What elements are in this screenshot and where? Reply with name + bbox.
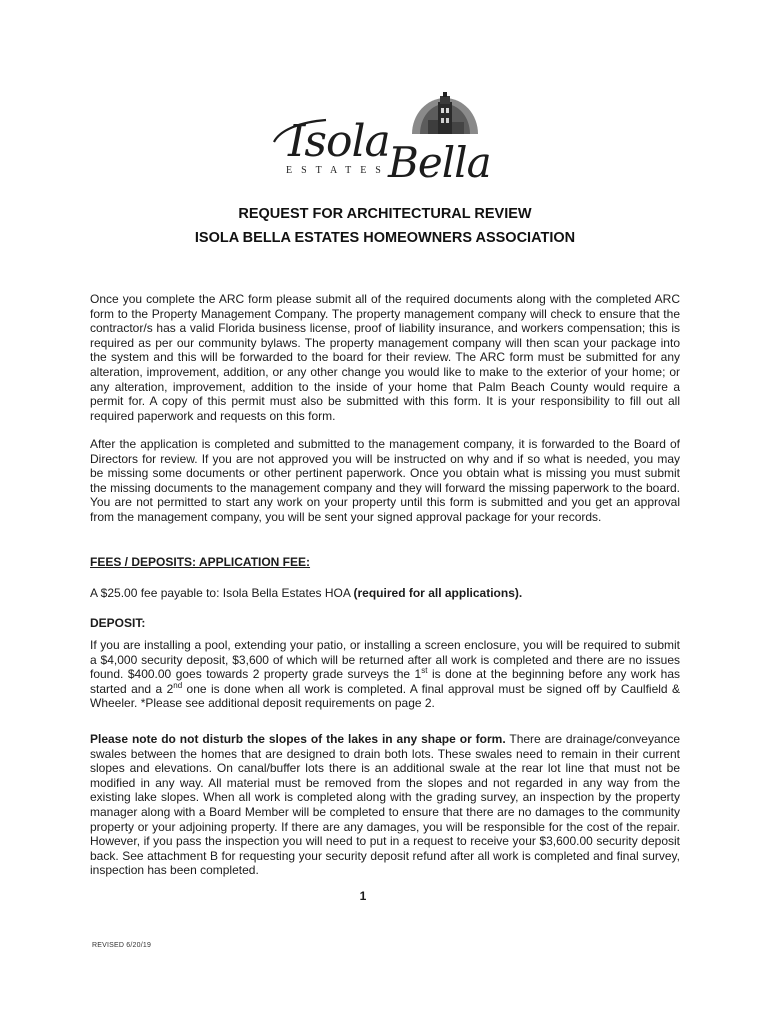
lake-slopes-paragraph xyxy=(90,732,680,878)
review-paragraph: After the application is completed and submitted to the management company, it is forwarded to the Board of Directors for review. If you are not approved you will be instructed on why and if so what is needed, you may be missing some documents or other pertinent paperwork. Once you obtain what is missing you must submit the missing documents to the management company and they will forward the missing paperwork to the board. You are not permitted to start any work on your property until this form is submitted and you get an approval from the management company, you will be sent your signed approval package for your records. xyxy=(90,437,680,524)
fee-text: A $25.00 fee payable to: Isola Bella Estates HOA xyxy=(90,586,354,600)
intro-paragraph: Once you complete the ARC form please submit all of the required documents along with the completed ARC form to the Property Management Company. The property management company will check to ensure that the contractor/s has a valid Florida business license, proof of liability insurance, and workers compensation; this is required as per our community bylaws. The property management company will then scan your package into the system and this will be forwarded to the board for their review. The ARC form must be submitted for any alteration, improvement, addition, or any other change you would like to make to the exterior of your home; or any alteration, improvement, addition to the inside of your home that Palm Beach County would require a permit for. A copy of this permit must also be submitted with this form. It is your responsibility to fill out all required paperwork and requests on this form. xyxy=(90,292,680,423)
deposit-text-a: If you are installing a pool, extending your patio, or installing a screen enclosure, you will be required to submit a $4,000 security deposit, $3,600 of which will be returned after all work is completed and there are no issues found. $400.00 goes towards 2 property grade surveys the 1 xyxy=(90,638,680,682)
revision-date: REVISED 6/20/19 xyxy=(92,942,152,949)
logo-estates: ESTATES xyxy=(286,165,390,176)
lighthouse-tower-icon xyxy=(410,92,480,134)
fee-required-note: (required for all applications). xyxy=(353,586,523,600)
page-number: 1 xyxy=(359,889,367,903)
fees-heading: FEES / DEPOSITS: APPLICATION FEE: xyxy=(90,555,311,569)
deposit-paragraph xyxy=(90,638,680,711)
logo-word-isola: Isola xyxy=(288,116,390,167)
isola-bella-logo xyxy=(270,92,500,188)
document-title: REQUEST FOR ARCHITECTURAL REVIEW xyxy=(238,206,532,222)
lake-slopes-text: There are drainage/conveyance swales between the homes that are designed to drain both lots. These swales need to remain in their current slopes and elevations. On canal/buffer lots there is an additional swale at the rear lot line that must not be modified in any way. All material must be removed from the slopes and not regarded in any way from the existing lake slopes. When all work is completed along with the grading survey, an inspection by the property manager along with a Board Member will be completed to ensure that there are no damages to the community property or your adjoining property. If there are any damages, you will be responsible for the cost of the repair. However, if you pass the inspection you will need to put in a request to receive your $3,600.00 security deposit back. See attachment B for requesting your security deposit refund after all work is completed and final survey, inspection has been completed. xyxy=(90,732,680,878)
deposit-text-c: one is done when all work is completed. A final approval must be signed off by Caulfield & Wheeler. *Please see additional deposit requirements on page 2. xyxy=(90,681,680,711)
deposit-sup-second: nd xyxy=(173,680,183,690)
logo-word-bella: Bella xyxy=(388,138,491,187)
deposit-sup-first: st xyxy=(421,666,428,676)
deposit-text-b: is done at the beginning before any work has started and a 2 xyxy=(90,667,680,696)
lake-slopes-warning: Please note do not disturb the slopes of the lakes in any shape or form. xyxy=(90,732,506,746)
fee-paragraph xyxy=(90,586,680,601)
document-subtitle: ISOLA BELLA ESTATES HOMEOWNERS ASSOCIATION xyxy=(194,230,576,246)
deposit-heading: DEPOSIT: xyxy=(90,616,146,630)
